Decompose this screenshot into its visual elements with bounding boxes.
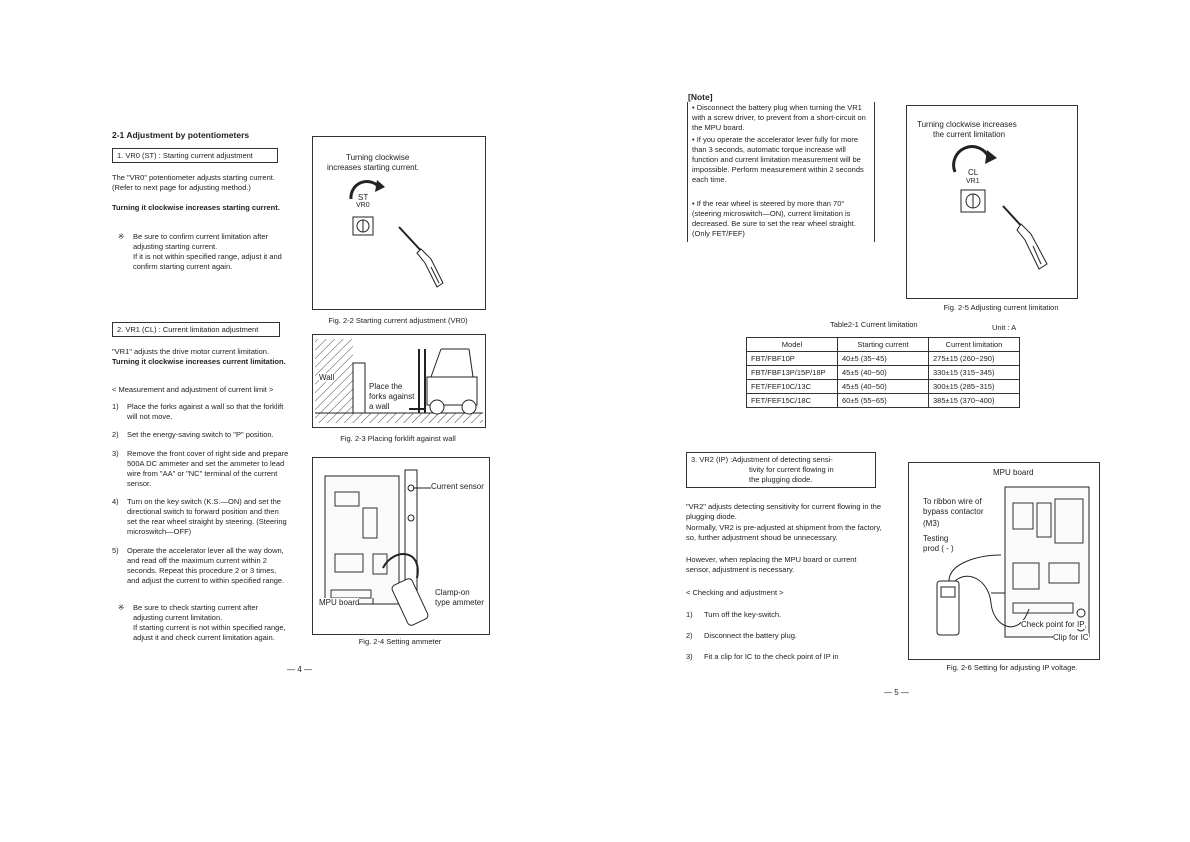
current-sensor-label: Current sensor — [431, 482, 484, 491]
table-header: Starting current — [838, 338, 929, 352]
clamp-meter-label: type ammeter — [435, 598, 484, 607]
step-number: 5) — [112, 546, 119, 555]
step-number: 2) — [112, 430, 119, 439]
wall-label: Wall — [319, 373, 335, 382]
ribbon-wire-label: bypass contactor — [923, 507, 984, 516]
table-cell: 60±5 (55~65) — [838, 394, 929, 408]
note-item: • If you operate the accelerator lever fully for more than 3 seconds, automatic torque increase will function and current limitation measurement will be impossible. Perform measurement within 2 seconds each time. — [692, 135, 864, 184]
table-row — [747, 366, 1020, 380]
table-cell: 40±5 (35~45) — [838, 352, 929, 366]
figure-2-5-label: the current limitation — [933, 130, 1006, 139]
potentiometer-illustration — [907, 106, 1077, 298]
figure-2-5-label: VR1 — [966, 178, 980, 185]
table-cell: FET/FEF15C/18C — [747, 394, 838, 408]
section-3-text: However, when replacing the MPU board or current sensor, adjustment is necessary. — [686, 555, 857, 574]
section-3-title-line: tivity for current flowing in — [749, 465, 834, 474]
table-row — [747, 394, 1020, 408]
figure-2-5-label: CL — [968, 168, 979, 177]
table-row — [747, 352, 1020, 366]
section-3-title-box — [686, 452, 876, 488]
section-1-emphasis: Turning it clockwise increases starting current. — [112, 203, 280, 212]
step-text: Turn off the key-switch. — [704, 610, 782, 619]
check-point-label: Check point for IP — [1021, 620, 1085, 629]
step-text: Operate the accelerator lever all the way down, and read off the maximum current within 2 seconds. Repeat this procedure 2 or 3 times, and adjust the current to within specified range. — [127, 546, 285, 585]
clamp-meter-label: Clamp-on — [435, 588, 470, 597]
step-text: Place the forks against a wall so that the forklift will not move. — [127, 402, 284, 421]
table-cell: FBT/FBF10P — [747, 352, 838, 366]
section-2-note-1: Be sure to check starting current after adjusting current limitation. — [133, 603, 259, 622]
figure-2-4-caption: Fig. 2-4 Setting ammeter — [358, 637, 442, 646]
table-cell: 385±15 (370~400) — [929, 394, 1020, 408]
figure-2-2-label: Turning clockwise — [346, 153, 410, 162]
testing-prod-label: Testing — [923, 534, 949, 543]
step-text: Fit a clip for IC to the check point of IP in — [704, 652, 839, 661]
figure-2-3-label: a wall — [369, 402, 390, 411]
step-number: 1) — [686, 610, 693, 619]
section-2-note-2: If starting current is not within specified range, adjust it and check current limitation again. — [133, 623, 286, 642]
table-cell: FBT/FBF13P/15P/18P — [747, 366, 838, 380]
page-number: — 5 — — [884, 688, 909, 697]
figure-2-4 — [312, 457, 490, 635]
section-3-subheading: < Checking and adjustment > — [686, 588, 784, 597]
table-cell: 275±15 (260~290) — [929, 352, 1020, 366]
step-number: 3) — [112, 449, 119, 458]
figure-2-6-caption: Fig. 2-6 Setting for adjusting IP voltage. — [946, 663, 1078, 672]
step-number: 4) — [112, 497, 119, 506]
table-cell: 45±5 (40~50) — [838, 366, 929, 380]
ribbon-wire-label: (M3) — [923, 519, 940, 528]
table-cell: 300±15 (285~315) — [929, 380, 1020, 394]
table-title: Table2-1 Current limitation — [830, 320, 918, 329]
step-text: Remove the front cover of right side and prepare 500A DC ammeter and set the ammeter to lead wire from "AA" or "NC" terminal of the current sensor. — [127, 449, 289, 488]
forklift-wall-illustration — [313, 335, 485, 427]
ribbon-wire-label: To ribbon wire of — [923, 497, 982, 506]
table-cell: FET/FEF10C/13C — [747, 380, 838, 394]
section-3-text: Normally, VR2 is pre-adjusted at shipment from the factory, so, further adjustment shoud be unnecessary. — [686, 523, 882, 542]
mpu-board-label: MPU board — [319, 598, 360, 607]
step-text: Turn on the key switch (K.S.—ON) and set the directional switch to forward position and then set the rear wheel straight by steering. (Steering microswitch—OFF) — [127, 497, 287, 536]
figure-2-2-label: VR0 — [356, 202, 370, 209]
section-2-subheading: < Measurement and adjustment of current limit > — [112, 385, 274, 394]
figure-2-5-caption: Fig. 2-5 Adjusting current limitation — [943, 303, 1059, 312]
step-number: 3) — [686, 652, 693, 661]
mpu-board-label: MPU board — [993, 468, 1034, 477]
section-3-title-line: 3. VR2 (IP) :Adjustment of detecting sensi- — [691, 455, 833, 464]
figure-2-3 — [312, 334, 486, 428]
note-item: • Disconnect the battery plug when turning the VR1 with a screw driver, to prevent from a short-circuit on the MPU board. — [692, 103, 866, 132]
section-2-emphasis: Turning it clockwise increases current limitation. — [112, 357, 286, 366]
section-1-note-2: If it is not within specified range, adjust it and confirm starting current again. — [133, 252, 282, 271]
current-limitation-table — [746, 337, 1020, 408]
note-item: • If the rear wheel is steered by more than 70° (steering microswitch—ON), current limitation is decreased. Be sure to set the rear wheel straight. (Only FET/FEF) — [692, 199, 856, 238]
figure-2-5 — [906, 105, 1078, 299]
step-number: 1) — [112, 402, 119, 411]
figure-2-2-label: ST — [358, 193, 369, 202]
table-header: Current limitation — [929, 338, 1020, 352]
section-1-note-1: Be sure to confirm current limitation after adjusting starting current. — [133, 232, 269, 251]
figure-2-3-caption: Fig. 2-3 Placing forklift against wall — [340, 434, 456, 443]
section-3-text: "VR2" adjusts detecting sensitivity for current flowing in the plugging diode. — [686, 502, 881, 521]
note-title: [Note] — [688, 92, 713, 102]
note-mark: ※ — [118, 603, 125, 612]
note-mark: ※ — [118, 232, 125, 241]
figure-2-6 — [908, 462, 1100, 660]
clip-label: Clip for IC — [1053, 633, 1089, 642]
section-3-title-line: the plugging diode. — [749, 475, 813, 484]
figure-2-5-label: Turning clockwise increases — [917, 120, 1017, 129]
potentiometer-illustration — [313, 137, 485, 309]
step-text: Set the energy-saving switch to "P" position. — [127, 430, 274, 439]
section-1-text: The "VR0" potentiometer adjusts starting current. (Refer to next page for adjusting method.) — [112, 173, 275, 192]
table-cell: 45±5 (40~50) — [838, 380, 929, 394]
figure-2-3-label: forks against — [369, 392, 415, 401]
step-number: 2) — [686, 631, 693, 640]
table-header: Model — [747, 338, 838, 352]
table-header-row — [747, 338, 1020, 352]
section-1-title-box: 1. VR0 (ST) : Starting current adjustment — [112, 148, 278, 163]
step-text: Disconnect the battery plug. — [704, 631, 797, 640]
ip-voltage-setup-illustration — [909, 463, 1099, 659]
page-number: — 4 — — [287, 665, 312, 674]
section-heading: 2-1 Adjustment by potentiometers — [112, 130, 250, 140]
table-cell: 330±15 (315~345) — [929, 366, 1020, 380]
section-2-title-box: 2. VR1 (CL) : Current limitation adjustment — [112, 322, 280, 337]
section-2-text: "VR1" adjusts the drive motor current limitation. — [112, 347, 270, 356]
table-row — [747, 380, 1020, 394]
figure-2-3-label: Place the — [369, 382, 403, 391]
figure-2-2-label: increases starting current. — [327, 163, 420, 172]
figure-2-2 — [312, 136, 486, 310]
figure-2-2-caption: Fig. 2-2 Starting current adjustment (VR0) — [328, 316, 468, 325]
table-unit: Unit : A — [992, 323, 1017, 332]
testing-prod-label: prod ( - ) — [923, 544, 954, 553]
